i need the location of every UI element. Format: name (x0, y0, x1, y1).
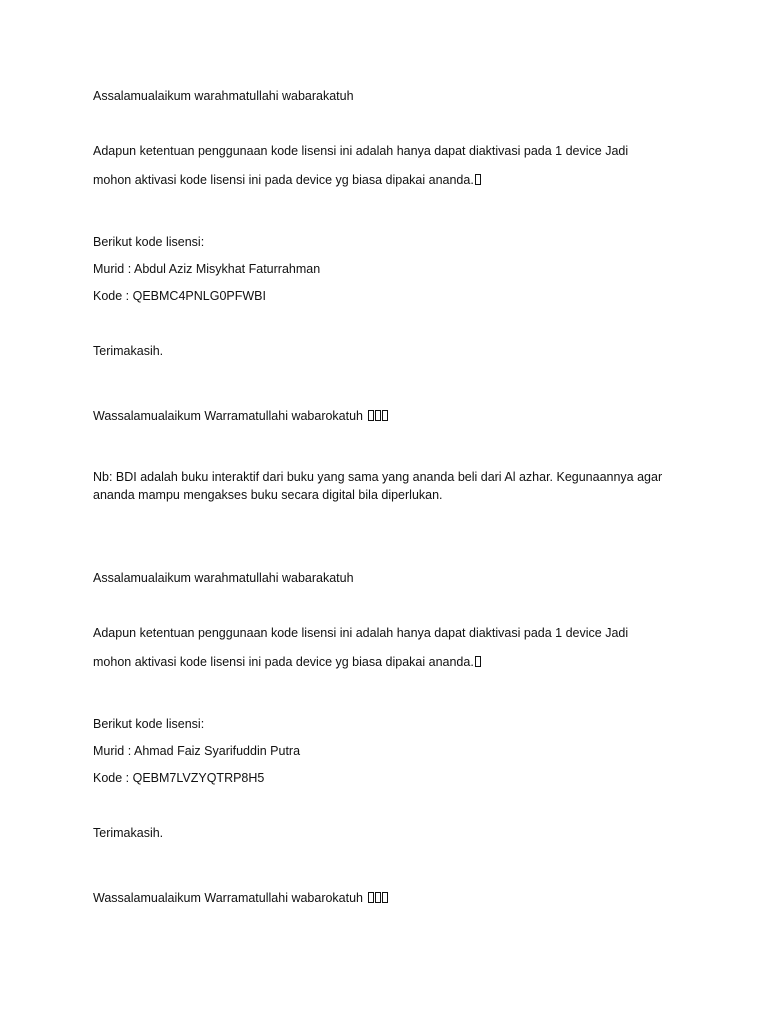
greeting-2: Assalamualaikum warahmatullahi wabarakatuh (93, 571, 354, 585)
missing-glyph-icon (375, 892, 381, 903)
missing-glyph-icon (382, 892, 388, 903)
missing-glyph-icon (375, 410, 381, 421)
thanks-2: Terimakasih. (93, 826, 164, 840)
greeting-1: Assalamualaikum warahmatullahi wabarakatuh (93, 89, 354, 103)
closing-1-wrapper (93, 407, 693, 425)
closing-1: Wassalamualaikum Warramatullahi wabarokatuh (93, 409, 364, 423)
license-code-1: Kode : QEBMC4PNLG0PFWBI (93, 289, 266, 303)
missing-glyph-icon (368, 410, 374, 421)
missing-glyph-icon (382, 410, 388, 421)
closing-2: Wassalamualaikum Warramatullahi wabarokatuh (93, 891, 364, 905)
code-intro-1: Berikut kode lisensi: (93, 235, 205, 249)
terms-line-1b-wrapper (93, 171, 693, 189)
student-1: Murid : Abdul Aziz Misykhat Faturrahman (93, 262, 321, 276)
terms-line-1b: mohon aktivasi kode lisensi ini pada device yg biasa dipakai ananda. (93, 173, 474, 187)
missing-glyph-icon (475, 656, 481, 667)
closing-2-wrapper (93, 889, 693, 907)
student-2: Murid : Ahmad Faiz Syarifuddin Putra (93, 744, 301, 758)
terms-line-1a: Adapun ketentuan penggunaan kode lisensi ini adalah hanya dapat diaktivasi pada 1 device Jadi (93, 144, 629, 158)
missing-glyph-icon (475, 174, 481, 185)
terms-line-2a: Adapun ketentuan penggunaan kode lisensi ini adalah hanya dapat diaktivasi pada 1 device Jadi (93, 626, 629, 640)
terms-line-2b-wrapper (93, 653, 693, 671)
note-1: Nb: BDI adalah buku interaktif dari buku yang sama yang ananda beli dari Al azhar. Kegunaannya agar ananda mampu mengakses buku secara digital bila diperlukan. (93, 470, 663, 502)
code-intro-2: Berikut kode lisensi: (93, 717, 205, 731)
missing-glyph-icon (368, 892, 374, 903)
thanks-1: Terimakasih. (93, 344, 164, 358)
terms-line-2b: mohon aktivasi kode lisensi ini pada device yg biasa dipakai ananda. (93, 655, 474, 669)
license-code-2: Kode : QEBM7LVZYQTRP8H5 (93, 771, 265, 785)
